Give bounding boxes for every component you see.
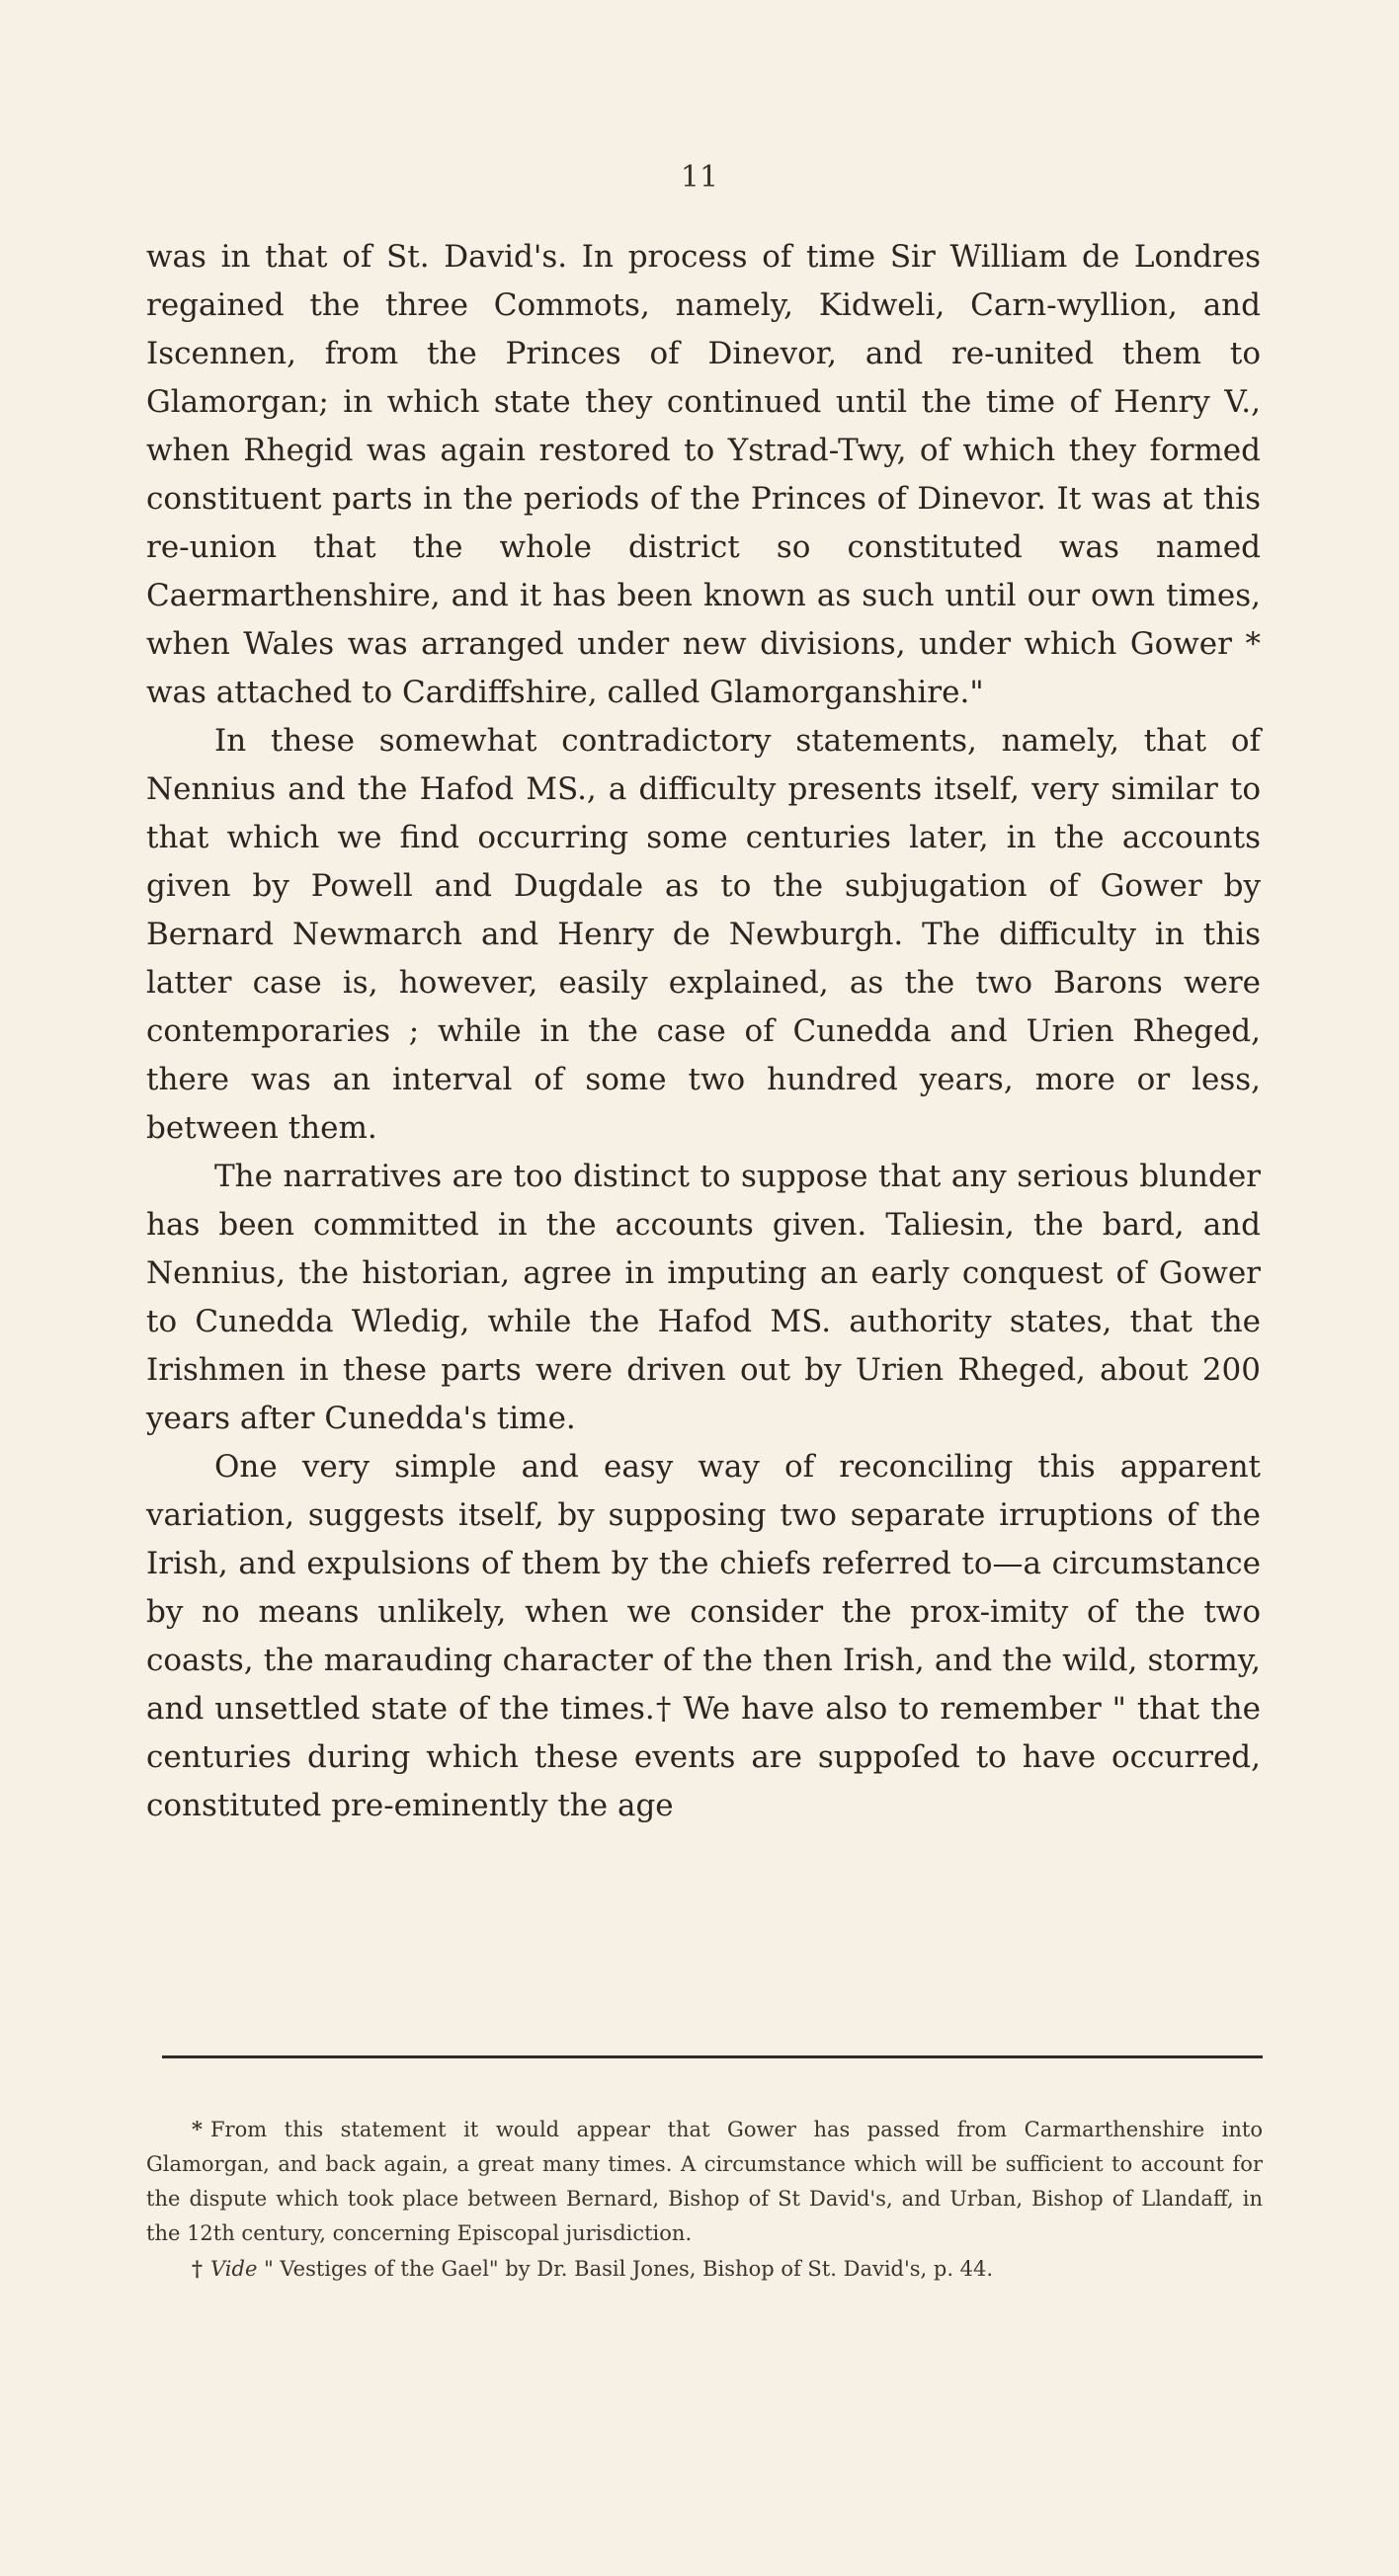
footnote [146,2112,1263,2251]
footnotes [146,2112,1263,2287]
paragraph: One very simple and easy way of reconciling this apparent variation, suggests itself, by supposing two separate irruptions of the Irish, and expulsions of them by the chiefs referred to—a circumstance by no means unlikely, when we consider the prox-imity of the two coasts, the marauding character of the then Irish, and the wild, stormy, and unsettled state of the times.† We have also to remember " that the centuries during which these events are suppoſed to have occurred, constituted pre-eminently the age [146,1449,1261,1823]
paragraph: was in that of St. David's. In process of time Sir William de Londres regained the three Commots, namely, Kidweli, Carn-wyllion, and Iscennen, from the Princes of Dinevor, and re-united them to Glamorgan; in which state they continued until the time of Henry V., when Rhegid was again restored to Ystrad-Twy, of which they formed constituent parts in the periods of the Princes of Dinevor. It was at this re-union that the whole district so constituted was named Caermarthenshire, and it has been known as such until our own times, when Wales was arranged under new divisions, under which Gower * was attached to Cardiffshire, called Glamorganshire." [146,239,1261,710]
footnote-marker: † [192,2256,203,2281]
footnote-text: From this statement it would appear that Gower has passed from Carmarthenshire into Glamorgan, and back again, a great many times. A circumstance which will be sufficient to account for the dispute which took place between Bernard, Bishop of St David's, and Urban, Bishop of Llandaff, in the 12th century, concerning Episcopal jurisdiction. [146,2118,1263,2245]
footnote-text: " Vestiges of the Gael" by Dr. Basil Jones, Bishop of St. David's, p. 44. [264,2257,994,2281]
page-number: 11 [680,160,719,195]
footnote-marker: * [192,2117,203,2141]
body-text [146,233,1261,1830]
footnote-vide: Vide [209,2257,258,2281]
footnote-divider [162,2055,1263,2058]
paragraph: In these somewhat contradictory statements, namely, that of Nennius and the Hafod MS., a difficulty presents itself, very similar to that which we find occurring some centuries later, in the accounts given by Powell and Dugdale as to the subjugation of Gower by Bernard Newmarch and Henry de Newburgh. The difficulty in this latter case is, however, easily explained, as the two Barons were contemporaries ; while in the case of Cunedda and Urien Rheged, there was an interval of some two hundred years, more or less, between them. [146,723,1261,1146]
footnote [146,2251,1263,2287]
paragraph: The narratives are too distinct to suppose that any serious blunder has been committed in the accounts given. Taliesin, the bard, and Nennius, the historian, agree in imputing an early conquest of Gower to Cunedda Wledig, while the Hafod MS. authority states, that the Irishmen in these parts were driven out by Urien Rheged, about 200 years after Cunedda's time. [146,1159,1261,1436]
